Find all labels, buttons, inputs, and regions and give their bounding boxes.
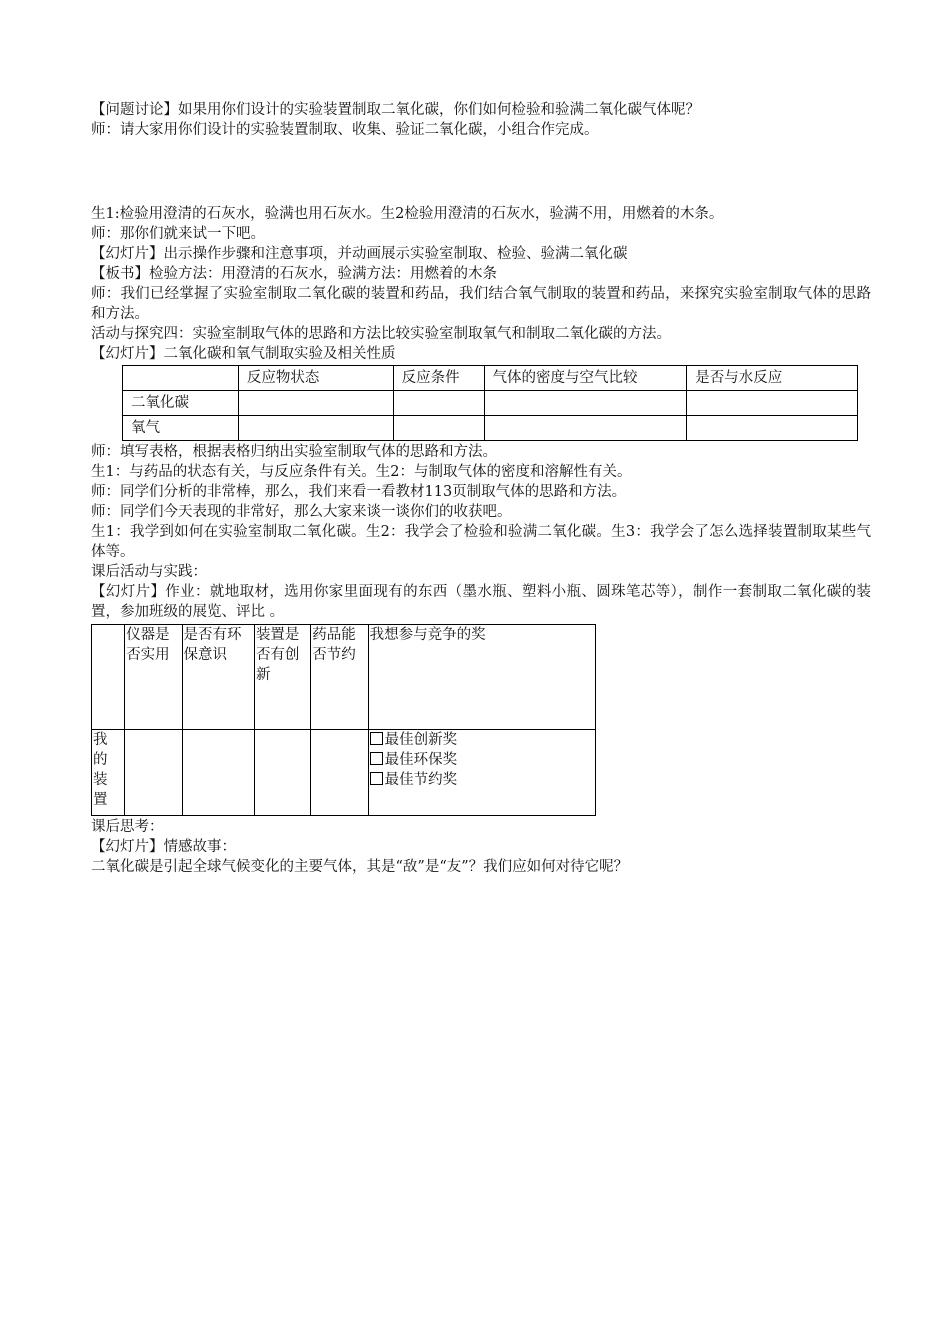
teacher-instruction: 师：请大家用你们设计的实验装置制取、收集、验证二氧化碳，小组合作完成。	[91, 122, 599, 138]
table-header-cell: 反应物状态	[238, 366, 393, 391]
teacher-line: 师：那你们就来试一下吧。	[91, 226, 265, 242]
award-option[interactable]	[370, 730, 594, 750]
table-cell	[125, 730, 182, 816]
checkbox-icon[interactable]	[370, 752, 383, 765]
row-label	[92, 730, 125, 816]
table-header-row	[92, 625, 596, 730]
reflection-heading: 课后思考：	[91, 819, 164, 835]
document-body	[91, 100, 871, 877]
award-label: 最佳创新奖	[384, 732, 458, 748]
blank-gap	[91, 140, 871, 204]
closing-question: 二氧化碳是引起全球气候变化的主要气体，其是“敌”是“友”？我们应如何对待它呢？	[91, 859, 629, 875]
teacher-line: 师：填写表格，根据表格归纳出实验室制取气体的思路和方法。	[91, 444, 497, 460]
table-header-cell: 是否有环保意识	[182, 625, 254, 730]
table-header-cell	[92, 625, 125, 730]
table-cell	[484, 391, 687, 416]
table-cell	[484, 416, 687, 441]
evaluation-table	[91, 624, 596, 816]
table-header-cell: 反应条件	[393, 366, 484, 391]
table-cell: 二氧化碳	[123, 391, 239, 416]
slide-note: 【幻灯片】出示操作步骤和注意事项，并动画展示实验室制取、检验、验满二氧化碳	[91, 246, 628, 262]
table-row	[123, 416, 858, 441]
award-options	[368, 730, 595, 816]
table-cell	[393, 391, 484, 416]
table-cell	[254, 730, 310, 816]
discussion-question: 【问题讨论】如果用你们设计的实验装置制取二氧化碳，你们如何检验和验满二氧化碳气体呢？	[91, 102, 700, 118]
table-cell	[238, 391, 393, 416]
award-label: 最佳环保奖	[384, 752, 458, 768]
student-line: 生1：与药品的状态有关，与反应条件有关。生2：与制取气体的密度和溶解性有关。	[91, 464, 632, 480]
award-label: 最佳节约奖	[384, 772, 458, 788]
slide-story: 【幻灯片】情感故事：	[91, 839, 236, 855]
homework-paragraph: 【幻灯片】作业：就地取材，选用你家里面现有的东西（墨水瓶、塑料小瓶、圆珠笔芯等），制作一套制取二氧化碳的装置，参加班级的展览、评比 。	[91, 584, 871, 620]
table-header-cell: 装置是否有创新	[254, 625, 310, 730]
table-cell	[687, 416, 858, 441]
table-header-cell: 药品能否节约	[311, 625, 368, 730]
after-class-heading: 课后活动与实践：	[91, 564, 207, 580]
slide-table-caption: 【幻灯片】二氧化碳和氧气制取实验及相关性质	[91, 346, 396, 362]
table-cell	[687, 391, 858, 416]
table-row	[92, 730, 596, 816]
award-option[interactable]	[370, 750, 594, 770]
table-header-cell: 我想参与竞争的奖	[368, 625, 595, 730]
table-cell	[311, 730, 368, 816]
comparison-table	[122, 365, 858, 441]
student-paragraph: 生1：我学到如何在实验室制取二氧化碳。生2：我学会了检验和验满二氧化碳。生3：我学会了怎么选择装置制取某些气体等。	[91, 524, 871, 560]
table-row	[123, 391, 858, 416]
table-cell	[393, 416, 484, 441]
table-header-cell: 气体的密度与空气比较	[484, 366, 687, 391]
table-header-row	[123, 366, 858, 391]
table-cell: 氧气	[123, 416, 239, 441]
row-label-text: 我的装置	[93, 732, 108, 808]
board-note: 【板书】检验方法：用澄清的石灰水，验满方法：用燃着的木条	[91, 266, 497, 282]
checkbox-icon[interactable]	[370, 772, 383, 785]
table-cell	[182, 730, 254, 816]
student-answer: 生1:检验用澄清的石灰水，验满也用石灰水。生2检验用澄清的石灰水，验满不用，用燃着的木条。	[91, 206, 724, 222]
table-header-cell: 是否与水反应	[687, 366, 858, 391]
teacher-line: 师：同学们分析的非常棒，那么，我们来看一看教材113页制取气体的思路和方法。	[91, 484, 627, 500]
award-option[interactable]	[370, 770, 594, 790]
activity-heading: 活动与探究四：实验室制取气体的思路和方法比较实验室制取氧气和制取二氧化碳的方法。	[91, 326, 671, 342]
teacher-paragraph: 师：我们已经掌握了实验室制取二氧化碳的装置和药品，我们结合氧气制取的装置和药品，来探究实验室制取气体的思路和方法。	[91, 286, 871, 322]
table-header-cell	[123, 366, 239, 391]
checkbox-icon[interactable]	[370, 732, 383, 745]
table-cell	[238, 416, 393, 441]
table-header-cell: 仪器是否实用	[125, 625, 182, 730]
teacher-line: 师：同学们今天表现的非常好，那么大家来谈一谈你们的收获吧。	[91, 504, 512, 520]
